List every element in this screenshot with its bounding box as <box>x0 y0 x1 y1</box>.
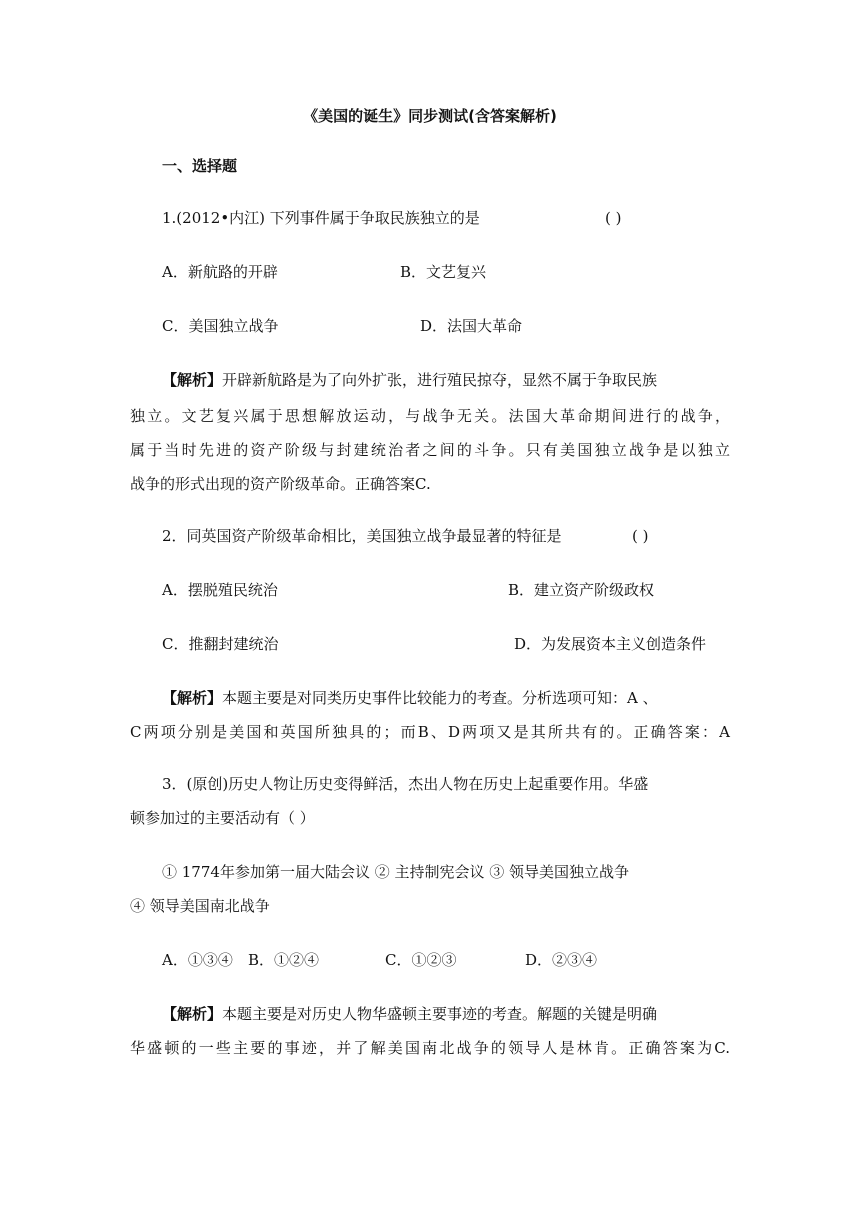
question-3-analysis-first-line <box>162 1004 657 1024</box>
question-1-option-a: A．新航路的开辟 <box>162 263 278 281</box>
analysis-text: 本题主要是对历史人物华盛顿主要事迹的考查。解题的关键是明确 <box>222 1005 658 1023</box>
question-3-option-c: C．①②③ <box>385 951 457 969</box>
question-3-stem-line: 顿参加过的主要活动有（ ） <box>130 809 315 827</box>
question-2-stem: 2．同英国资产阶级革命相比，美国独立战争最显著的特征是 <box>162 527 562 545</box>
analysis-label: 【解析】 <box>162 371 223 389</box>
question-3-option-d: D．②③④ <box>525 951 598 969</box>
question-1-answer-blank: ( ) <box>605 209 622 227</box>
question-2-answer-blank: ( ) <box>632 527 649 545</box>
question-2-option-b: B．建立资产阶级政权 <box>508 581 655 599</box>
question-1-analysis-line: 独立。文艺复兴属于思想解放运动，与战争无关。法国大革命期间进行的战争， <box>130 407 730 425</box>
analysis-label: 【解析】 <box>162 1005 223 1023</box>
document-title: 《美国的诞生》同步测试(含答案解析) <box>303 107 557 125</box>
question-3-analysis-line: 华盛顿的一些主要的事迹，并了解美国南北战争的领导人是林肯。正确答案为C. <box>130 1039 730 1057</box>
question-3-option-b: B．①②④ <box>248 951 320 969</box>
question-3-items-line: ④ 领导美国南北战争 <box>130 897 270 915</box>
question-1-analysis-first-line <box>162 370 657 390</box>
question-2-option-d: D．为发展资本主义创造条件 <box>514 635 707 653</box>
question-1-option-b: B．文艺复兴 <box>400 263 487 281</box>
section-title: 一、选择题 <box>162 157 238 175</box>
question-2-analysis-first-line <box>162 688 658 708</box>
analysis-label: 【解析】 <box>162 689 223 707</box>
question-1-option-c: C．美国独立战争 <box>162 317 279 335</box>
analysis-text: 本题主要是对同类历史事件比较能力的考查。分析选项可知：A 、 <box>222 689 658 707</box>
question-3-stem-line: 3．(原创)历史人物让历史变得鲜活，杰出人物在历史上起重要作用。华盛 <box>162 775 649 793</box>
question-2-option-c: C．推翻封建统治 <box>162 635 279 653</box>
question-1-analysis-line: 属于当时先进的资产阶级与封建统治者之间的斗争。只有美国独立战争是以独立 <box>130 441 730 459</box>
analysis-text: 开辟新航路是为了向外扩张，进行殖民掠夺，显然不属于争取民族 <box>222 371 658 389</box>
question-2-analysis-line: C两项分别是美国和英国所独具的；而B、D两项又是其所共有的。正确答案：A <box>130 723 730 741</box>
question-2-option-a: A．摆脱殖民统治 <box>162 581 278 599</box>
question-3-option-a: A．①③④ <box>162 951 233 969</box>
question-1-stem: 1.(2012•内江) 下列事件属于争取民族独立的是 <box>162 209 480 227</box>
question-1-analysis-line: 战争的形式出现的资产阶级革命。正确答案C. <box>130 475 431 493</box>
question-3-items-line: ① 1774年参加第一届大陆会议 ② 主持制宪会议 ③ 领导美国独立战争 <box>162 863 630 881</box>
question-1-option-d: D．法国大革命 <box>420 317 523 335</box>
